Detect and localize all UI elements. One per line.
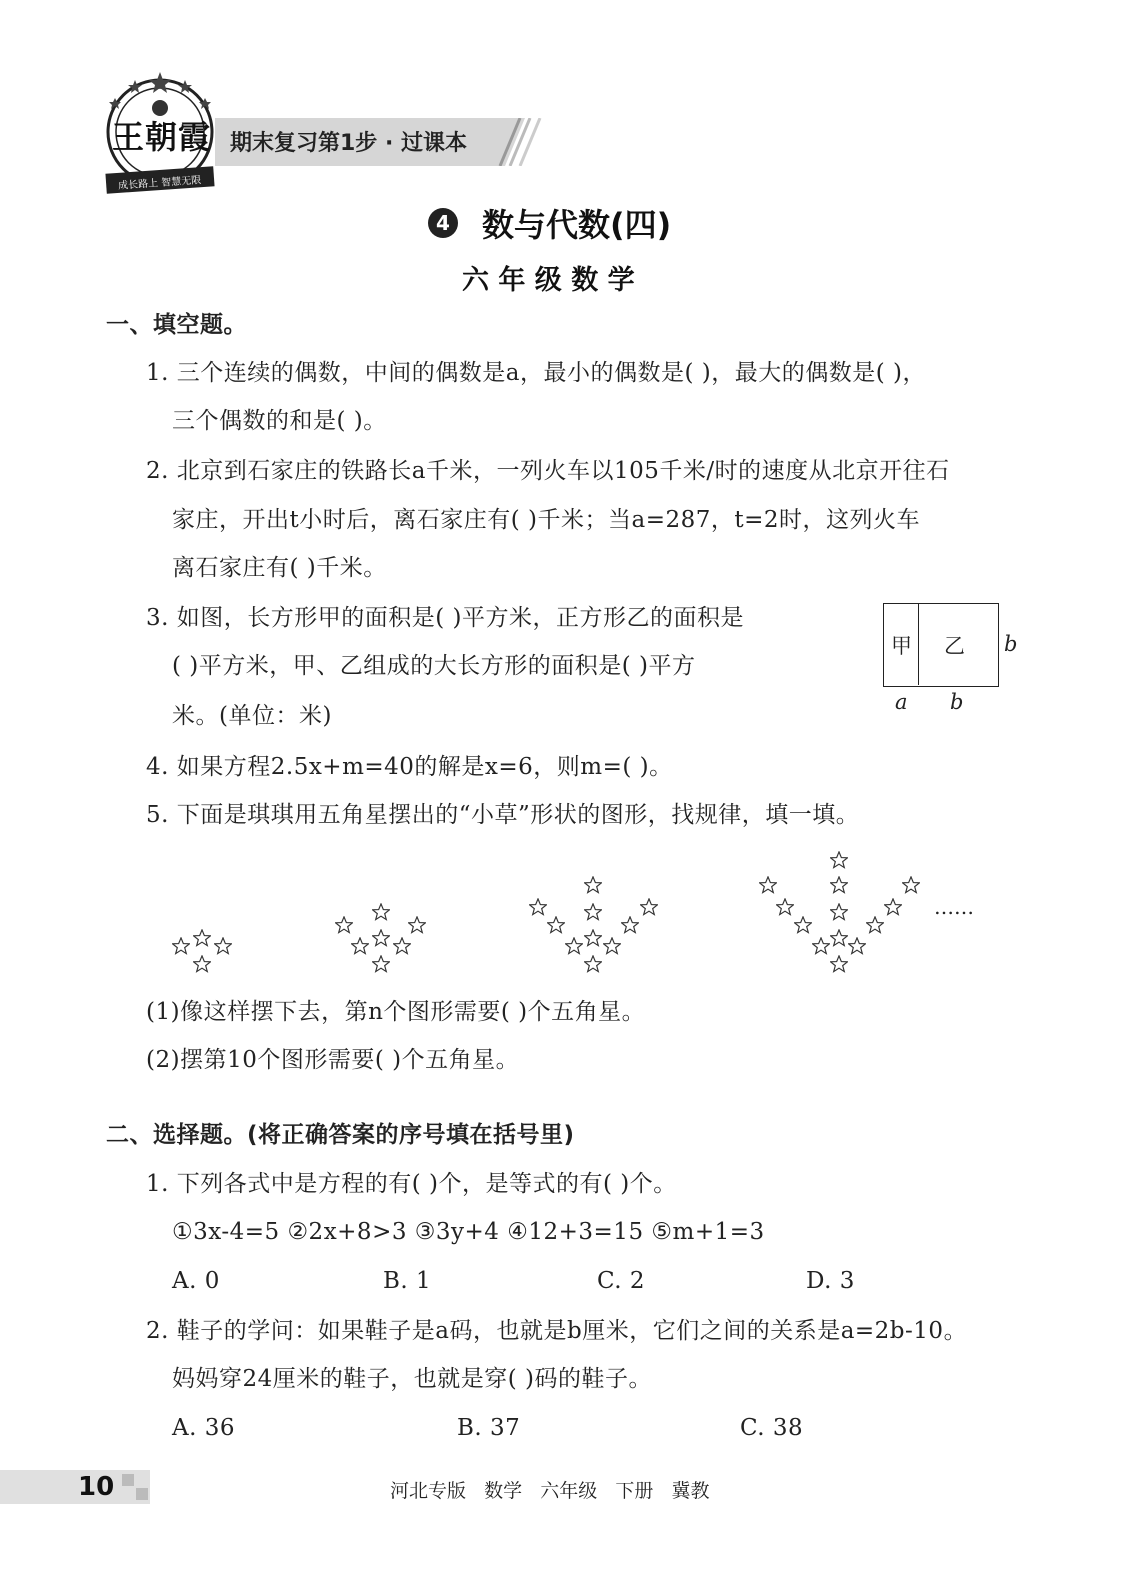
star-icon [830,903,848,921]
star-icon [584,929,602,947]
star-icon [372,955,390,973]
s2-q2-option-b: B. 37 [457,1415,521,1441]
star-icon [621,916,639,934]
star-icon [640,898,658,916]
pattern-ellipsis: …… [934,895,974,919]
q2-line3: 离石家庄有( )千米。 [172,555,387,581]
star-icon [393,937,411,955]
q5-line1: 5. 下面是琪琪用五角星摆出的“小草”形状的图形，找规律，填一填。 [146,802,860,828]
star-icon [584,955,602,973]
q3-line3: 米。(单位：米) [172,703,332,729]
star-icon [759,876,777,894]
star-icon [603,937,621,955]
star-icon [902,876,920,894]
star-icon [776,898,794,916]
star-icon [884,898,902,916]
page-number: 10 [78,1472,115,1502]
star-icon [830,929,848,947]
s2-q2-option-c: C. 38 [740,1415,804,1441]
star-icon [830,851,848,869]
s2-q2-line1: 2. 鞋子的学问：如果鞋子是a码，也就是b厘米，它们之间的关系是a=2b-10。 [146,1318,968,1344]
q2-line1: 2. 北京到石家庄的铁路长a千米，一列火车以105千米/时的速度从北京开往石 [146,458,950,484]
chapter-number-badge: 4 [428,208,458,238]
star-icon [848,937,866,955]
star-icon [812,937,830,955]
star-icon [372,903,390,921]
footer-squares [122,1474,150,1502]
star-icon [193,955,211,973]
star-icon [794,916,812,934]
s2-q1-items: ①3x-4=5 ②2x+8>3 ③3y+4 ④12+3=15 ⑤m+1=3 [172,1219,765,1245]
star-icon [830,955,848,973]
q3-line2: ( )平方米，甲、乙组成的大长方形的面积是( )平方 [172,653,696,679]
s2-q1-line1: 1. 下列各式中是方程的有( )个，是等式的有( )个。 [146,1171,677,1197]
s2-q1-option-b: B. 1 [383,1268,432,1294]
figure-label-jia: 甲 [891,634,912,658]
star-icon [193,929,211,947]
star-icon [830,876,848,894]
star-icon [408,916,426,934]
q2-line2: 家庄，开出t小时后，离石家庄有( )千米；当a=287，t=2时，这列火车 [172,507,921,533]
q3-line1: 3. 如图，长方形甲的面积是( )平方米，正方形乙的面积是 [146,605,745,631]
star-icon [584,903,602,921]
s2-q2-option-a: A. 36 [172,1415,235,1441]
star-icon [547,916,565,934]
figure-label-yi: 乙 [944,634,965,658]
footer-book-info: 河北专版 数学 六年级 下册 冀教 [390,1480,710,1502]
star-icon [172,937,190,955]
page-title: 数与代数(四) [482,206,672,244]
logo-ribbon: 成长路上 智慧无限 [117,175,202,192]
star-icon [335,916,353,934]
figure-label-a-bottom: a [895,690,908,714]
q5-sub1: (1)像这样摆下去，第n个图形需要( )个五角星。 [146,999,646,1025]
star-icon [866,916,884,934]
header-banner-text: 期末复习第1步 · 过课本 [230,131,467,156]
star-icon [214,937,232,955]
logo-text: 王朝霞 [112,118,212,156]
page-subtitle: 六 年 级 数 学 [462,265,635,296]
star-icon [565,937,583,955]
star-icon [529,898,547,916]
s2-q2-line2: 妈妈穿24厘米的鞋子，也就是穿( )码的鞋子。 [172,1366,653,1392]
section2-heading: 二、选择题。(将正确答案的序号填在括号里) [106,1122,575,1148]
q4-line1: 4. 如果方程2.5x+m=40的解是x=6，则m=( )。 [146,754,673,780]
s2-q1-option-a: A. 0 [172,1268,220,1294]
star-icon [351,937,369,955]
section1-heading: 一、填空题。 [106,312,247,338]
figure-label-b-bottom: b [950,690,964,714]
s2-q1-option-d: D. 3 [806,1268,855,1294]
star-icon [372,929,390,947]
q5-sub2: (2)摆第10个图形需要( )个五角星。 [146,1047,520,1073]
figure-label-b-right: b [1004,632,1018,656]
q1-line1: 1. 三个连续的偶数，中间的偶数是a，最小的偶数是( )，最大的偶数是( )， [146,360,926,386]
q1-line2: 三个偶数的和是( )。 [172,408,387,434]
star-icon [584,876,602,894]
s2-q1-option-c: C. 2 [597,1268,646,1294]
